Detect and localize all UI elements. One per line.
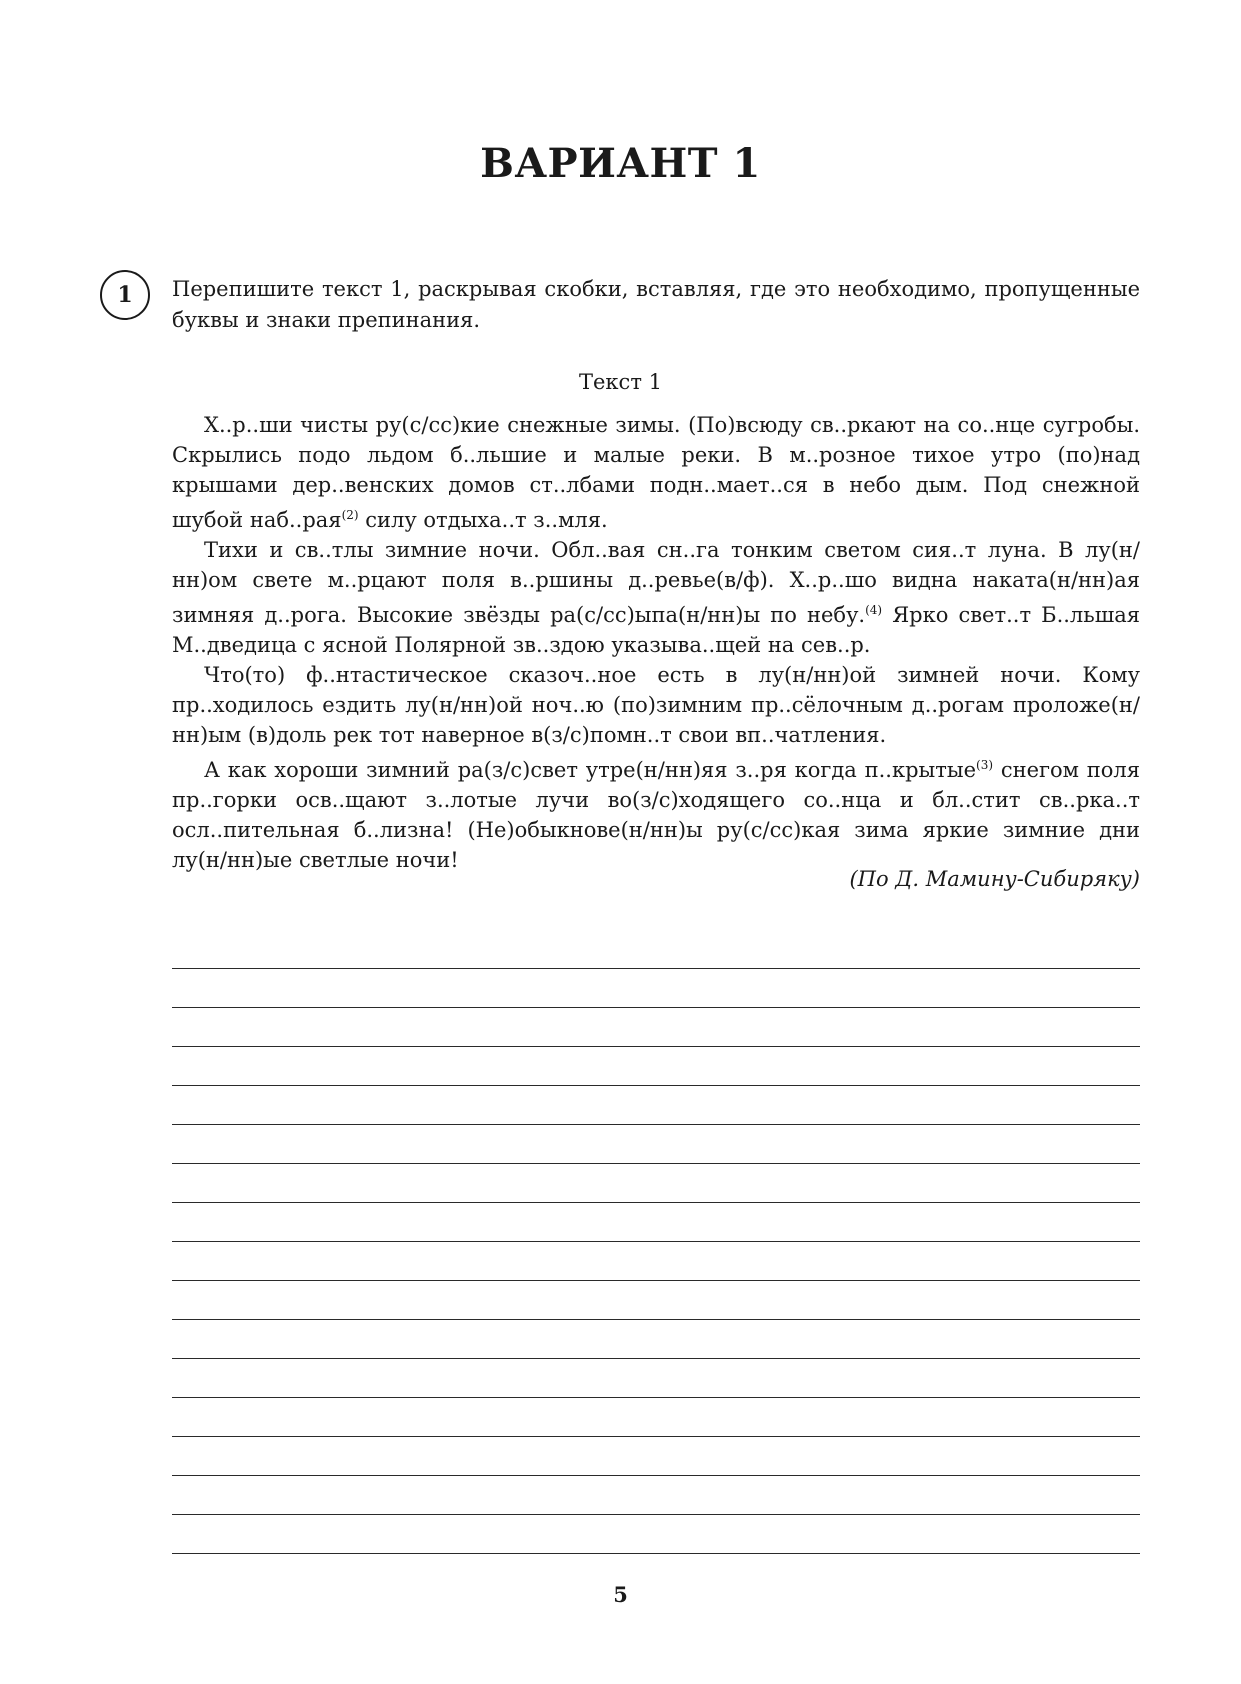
answer-line[interactable] bbox=[172, 1437, 1140, 1476]
answer-line[interactable] bbox=[172, 1476, 1140, 1515]
footnote-mark: (3) bbox=[976, 758, 994, 772]
footnote-mark: (2) bbox=[341, 508, 359, 522]
answer-line[interactable] bbox=[172, 1320, 1140, 1359]
answer-line[interactable] bbox=[172, 1164, 1140, 1203]
paragraph-tail: Ярко свет..т Б..льшая М..дведица с ясной Полярной зв..здою указыва..щей на сев..р. bbox=[172, 603, 1140, 657]
paragraph-text: Что(то) ф..нтастическое сказоч..ное есть в лу(н/нн)ой зимней ночи. Кому пр..ходилось ездить лу(н/нн)ой ноч..ю (по)зимним пр..сёлочным д..рогам проложе(н/нн)ым (в)доль рек тот наверное в(з/с)помн..т свои вп..чатления. bbox=[172, 663, 1140, 747]
paragraph-1 bbox=[172, 410, 1140, 535]
answer-line[interactable] bbox=[172, 1008, 1140, 1047]
answer-line[interactable] bbox=[172, 930, 1140, 969]
paragraph-tail: снегом поля пр..горки осв..щают з..лотые лучи во(з/с)ходящего со..нца и бл..стит св..рка..т осл..пительная б..лизна! (Не)обыкнове(н/нн)ы ру(с/сс)кая зима яркие зимние дни лу(н/нн)ые светлые ночи! bbox=[172, 758, 1140, 872]
page-number: 5 bbox=[613, 1582, 628, 1607]
answer-line[interactable] bbox=[172, 1398, 1140, 1437]
page-title: ВАРИАНТ 1 bbox=[480, 140, 761, 187]
answer-line[interactable] bbox=[172, 1086, 1140, 1125]
task-instruction: Перепишите текст 1, раскрывая скобки, вставляя, где это необходимо, пропущенные буквы и знаки препинания. bbox=[172, 277, 1140, 332]
answer-line[interactable] bbox=[172, 1047, 1140, 1086]
footnote-mark: (4) bbox=[865, 603, 883, 617]
paragraph-3 bbox=[172, 660, 1140, 750]
answer-line[interactable] bbox=[172, 1203, 1140, 1242]
paragraph-4 bbox=[172, 750, 1140, 875]
task-number-circle: 1 bbox=[100, 270, 150, 320]
text-body bbox=[172, 410, 1140, 875]
answer-line[interactable] bbox=[172, 1242, 1140, 1281]
paragraph-tail: силу отдыха..т з..мля. bbox=[365, 508, 608, 532]
paragraph-text: А как хороши зимний ра(з/с)свет утре(н/нн)яя з..ря когда п..крытые bbox=[204, 758, 977, 782]
text-heading: Текст 1 bbox=[579, 370, 662, 394]
paragraph-text: Х..р..ши чисты ру(с/сс)кие снежные зимы. (По)всюду св..ркают на со..нце сугробы. Скрылись подо льдом б..льшие и малые реки. В м..розное тихое утро (по)над крышами дер..венских домов ст..лбами подн..мает..ся в небо дым. Под снежной шубой наб..рая bbox=[172, 413, 1140, 532]
answer-line[interactable] bbox=[172, 1281, 1140, 1320]
paragraph-2 bbox=[172, 535, 1140, 660]
answer-line[interactable] bbox=[172, 969, 1140, 1008]
answer-line[interactable] bbox=[172, 1125, 1140, 1164]
answer-line[interactable] bbox=[172, 1359, 1140, 1398]
answer-lines[interactable] bbox=[172, 930, 1140, 1554]
author-attribution: (По Д. Мамину-Сибиряку) bbox=[849, 867, 1140, 891]
paragraph-text: Тихи и св..тлы зимние ночи. Обл..вая сн..га тонким светом сия..т луна. В лу(н/нн)ом свете м..рцают поля в..ршины д..ревье(в/ф). Х..р..шо видна наката(н/нн)ая зимняя д..рога. Высокие звёзды ра(с/сс)ыпа(н/нн)ы по небу. bbox=[172, 538, 1140, 627]
answer-line[interactable] bbox=[172, 1515, 1140, 1554]
